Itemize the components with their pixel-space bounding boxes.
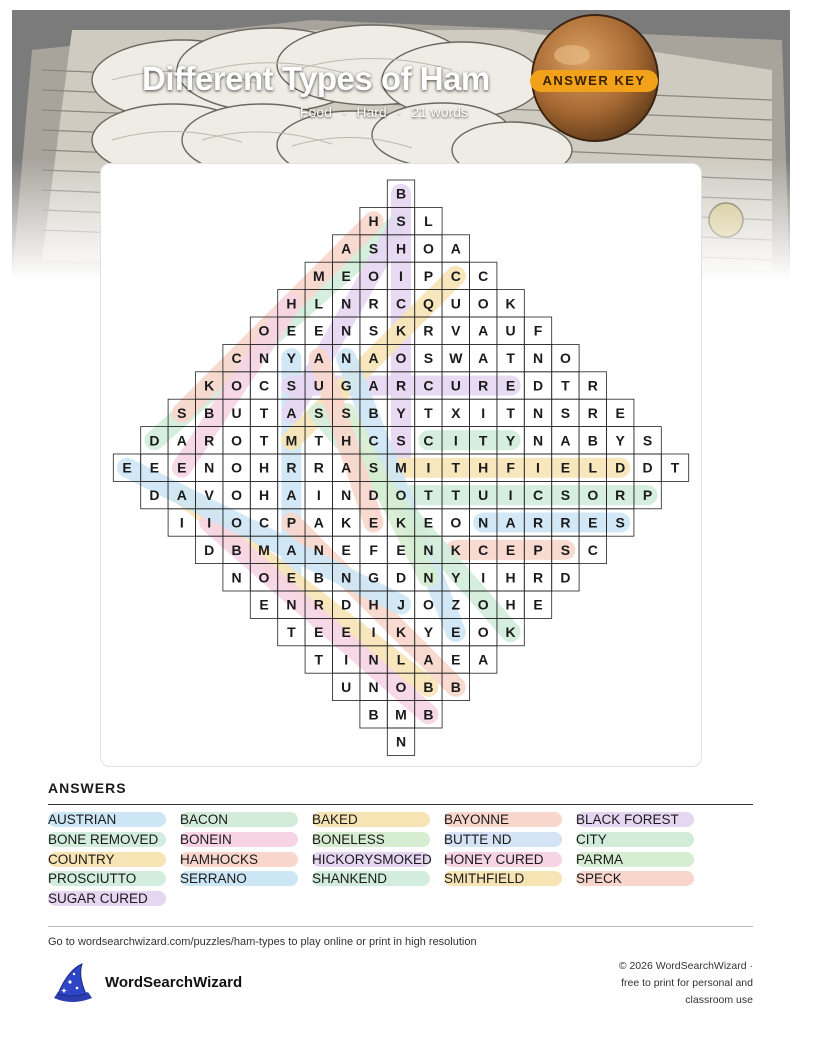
grid-letter: R — [368, 295, 379, 312]
grid-letter: S — [560, 541, 571, 558]
grid-letter: U — [478, 487, 489, 504]
grid-letter: D — [642, 459, 653, 476]
answer-word: CITY — [576, 832, 694, 847]
grid-letter: K — [204, 377, 215, 394]
grid-letter: S — [423, 350, 434, 367]
grid-letter: B — [395, 185, 407, 202]
grid-letter: N — [341, 487, 352, 504]
grid-letter: U — [231, 404, 242, 421]
grid-letter: U — [450, 295, 461, 312]
answer-list — [48, 812, 768, 912]
copyright-line: classroom use — [685, 994, 753, 1006]
answer-word: BAYONNE — [444, 812, 562, 827]
grid-letter: O — [559, 350, 571, 367]
meta-separator: · — [396, 104, 402, 120]
grid-letter: R — [423, 322, 434, 339]
grid-letter: R — [395, 377, 407, 394]
grid-letter: S — [368, 459, 379, 476]
grid-letter: E — [451, 624, 461, 641]
grid-letter: O — [258, 569, 270, 586]
grid-letter: H — [395, 240, 407, 257]
grid-letter: H — [478, 459, 489, 476]
grid-letter: R — [286, 459, 297, 476]
grid-letter: L — [396, 651, 406, 668]
grid-letter: S — [560, 404, 571, 421]
grid-letter: C — [395, 295, 407, 312]
grid-letter: C — [231, 350, 242, 367]
grid-letter: F — [533, 322, 543, 339]
grid-letter: N — [286, 596, 297, 613]
grid-letter: N — [313, 541, 324, 558]
grid-letter: S — [286, 377, 297, 394]
copyright-line: free to print for personal and — [621, 977, 753, 989]
grid-letter: C — [423, 432, 434, 449]
grid-letter: N — [368, 678, 379, 695]
grid-letter: T — [478, 432, 488, 449]
grid-letter: Y — [615, 432, 625, 449]
grid-letter: H — [368, 213, 379, 230]
grid-letter: I — [179, 514, 184, 531]
grid-letter: B — [204, 404, 215, 421]
grid-letter: I — [371, 624, 376, 641]
grid-letter: E — [286, 322, 297, 339]
meta-separator: · — [341, 104, 347, 120]
grid-letter: E — [560, 459, 571, 476]
grid-letter: N — [423, 569, 434, 586]
grid-letter: D — [395, 569, 407, 586]
answer-word: BONEIN — [180, 832, 298, 847]
grid-letter: K — [450, 541, 461, 558]
answer-word: SPECK — [576, 871, 694, 886]
grid-letter: E — [314, 624, 324, 641]
grid-letter: P — [533, 541, 543, 558]
grid-letter: S — [615, 514, 625, 531]
grid-letter: O — [587, 487, 599, 504]
copyright — [580, 958, 753, 1009]
grid-letter: T — [506, 404, 515, 421]
grid-letter: T — [424, 487, 433, 504]
grid-letter: R — [313, 459, 324, 476]
grid-letter: E — [505, 541, 516, 558]
grid-letter: H — [258, 459, 270, 476]
grid-letter: I — [536, 459, 540, 476]
grid-letter: T — [561, 377, 570, 394]
grid-letter: O — [395, 350, 407, 367]
grid-letter: N — [341, 322, 352, 339]
grid-letter: E — [341, 267, 351, 284]
grid-letter: E — [341, 624, 351, 641]
grid-letter: T — [506, 350, 515, 367]
grid-letter: S — [368, 322, 379, 339]
grid-letter: T — [259, 404, 269, 421]
grid-letter: E — [368, 514, 379, 531]
grid-letter: O — [231, 514, 243, 531]
grid-letter: B — [231, 541, 242, 558]
grid-letter: O — [477, 624, 489, 641]
grid-letter: H — [258, 487, 270, 504]
grid-letter: D — [560, 569, 571, 586]
grid-letter: A — [560, 432, 571, 449]
grid-letter: R — [204, 432, 215, 449]
grid-letter: T — [287, 624, 296, 641]
answer-word: SHANKEND — [312, 871, 430, 886]
grid-letter: O — [231, 487, 243, 504]
grid-letter: E — [341, 541, 351, 558]
answer-word: AUSTRIAN — [48, 812, 166, 827]
grid-letter: N — [341, 350, 352, 367]
grid-letter: M — [395, 706, 407, 723]
grid-letter: C — [258, 514, 270, 531]
grid-letter: T — [314, 432, 324, 449]
page-title: Different Types of Ham — [142, 60, 490, 97]
grid-letter: A — [505, 514, 516, 531]
grid-letter: E — [286, 569, 297, 586]
grid-letter: N — [532, 350, 544, 367]
wizard-hat-icon — [48, 962, 96, 1006]
grid-letter: O — [450, 514, 462, 531]
grid-letter: N — [231, 569, 242, 586]
grid-letter: A — [176, 487, 187, 504]
answer-word: BONE REMOVED — [48, 832, 166, 847]
grid-letter: E — [396, 541, 406, 558]
grid-letter: O — [477, 295, 489, 312]
grid-letter: E — [177, 459, 187, 476]
answers-heading: ANSWERS — [48, 780, 127, 796]
grid-letter: I — [453, 432, 458, 449]
grid-letter: D — [204, 541, 215, 558]
answer-word: HAMHOCKS — [180, 852, 298, 867]
answer-key-badge: ANSWER KEY — [530, 70, 658, 92]
grid-letter: E — [259, 596, 269, 613]
grid-letter: E — [533, 596, 543, 613]
grid-letter: K — [505, 295, 516, 312]
answer-word: PARMA — [576, 852, 694, 867]
grid-letter: I — [207, 514, 212, 531]
grid-letter: A — [368, 350, 379, 367]
answer-word: COUNTRY — [48, 852, 166, 867]
grid-letter: D — [532, 377, 544, 394]
answer-word: BONELESS — [312, 832, 430, 847]
grid-letter: R — [532, 514, 544, 531]
grid-letter: R — [587, 377, 598, 394]
answer-word: HICKORYSMOKED — [312, 851, 432, 867]
grid-letter: T — [451, 459, 461, 476]
grid-letter: L — [588, 459, 598, 476]
grid-letter: E — [588, 514, 598, 531]
grid-letter: R — [587, 404, 598, 421]
grid-letter: E — [122, 459, 132, 476]
grid-letter: L — [314, 295, 324, 312]
grid-letter: N — [478, 514, 489, 531]
grid-letter: I — [344, 651, 349, 668]
grid-letter: B — [450, 678, 461, 695]
grid-letter: S — [341, 404, 351, 421]
grid-letter: I — [481, 569, 486, 586]
grid-letter: S — [396, 213, 406, 230]
grid-letter: S — [314, 404, 324, 421]
grid-letter: U — [341, 678, 352, 695]
grid-letter: M — [285, 432, 298, 449]
grid-letter: A — [368, 377, 379, 394]
grid-letter: N — [532, 404, 544, 421]
grid-letter: U — [505, 322, 516, 339]
grid-letter: O — [422, 596, 434, 613]
grid-letter: C — [478, 541, 489, 558]
grid-letter: B — [368, 706, 379, 723]
grid-letter: D — [368, 487, 379, 504]
grid-letter: R — [615, 487, 626, 504]
grid-letter: I — [481, 404, 486, 421]
grid-letter: A — [313, 514, 324, 531]
grid-letter: K — [505, 624, 516, 641]
grid-letter: K — [395, 624, 407, 641]
grid-letter: S — [642, 432, 653, 449]
grid-letter: U — [450, 377, 461, 394]
grid-letter: S — [560, 487, 571, 504]
grid-letter: C — [368, 432, 379, 449]
grid-letter: P — [286, 514, 297, 531]
grid-letter: T — [670, 459, 680, 476]
grid-letter: V — [204, 487, 214, 504]
grid-letter: C — [587, 541, 598, 558]
grid-letter: N — [368, 651, 379, 668]
grid-letter: O — [231, 432, 243, 449]
grid-letter: M — [312, 267, 325, 284]
grid-letter: X — [451, 404, 461, 421]
grid-letter: O — [231, 459, 243, 476]
meta-category: Food — [300, 104, 332, 120]
grid-letter: I — [508, 487, 513, 504]
grid-letter: T — [314, 651, 324, 668]
grid-letter: E — [423, 514, 434, 531]
grid-letter: T — [259, 432, 269, 449]
grid-letter: O — [422, 240, 434, 257]
grid-letter: Y — [286, 350, 297, 367]
grid-letter: O — [258, 322, 270, 339]
grid-letter: K — [395, 514, 407, 531]
footer-link[interactable]: Go to wordsearchwizard.com/puzzles/ham-types to play online or print in high resolution — [48, 936, 477, 948]
grid-letter: L — [424, 213, 433, 230]
grid-letter: E — [505, 377, 516, 394]
grid-letter: M — [395, 459, 407, 476]
grid-letter: N — [204, 459, 215, 476]
grid-letter: J — [397, 596, 405, 613]
grid-letter: E — [314, 322, 324, 339]
answer-word: SMITHFIELD — [444, 871, 562, 886]
grid-letter: F — [506, 459, 515, 476]
grid-letter: C — [478, 267, 489, 284]
answer-word: BAKED — [312, 812, 430, 827]
grid-letter: N — [341, 295, 352, 312]
grid-letter: P — [642, 487, 653, 504]
grid-letter: C — [450, 267, 461, 284]
grid-letter: N — [395, 733, 407, 750]
meta-word-count: 21 words — [411, 104, 468, 120]
puzzle-card — [100, 163, 702, 767]
grid-letter: I — [316, 487, 321, 504]
grid-letter: A — [341, 459, 352, 476]
grid-letter: P — [423, 267, 434, 284]
grid-letter: A — [286, 404, 297, 421]
grid-letter: Y — [396, 404, 406, 421]
grid-letter: B — [313, 569, 324, 586]
grid-letter: A — [286, 541, 297, 558]
grid-letter: A — [423, 651, 434, 668]
answer-word: HONEY CURED — [444, 852, 562, 867]
grid-letter: N — [258, 350, 270, 367]
grid-letter: A — [478, 322, 489, 339]
grid-letter: D — [149, 432, 160, 449]
grid-letter: B — [368, 404, 379, 421]
grid-letter: T — [451, 487, 461, 504]
grid-letter: E — [149, 459, 160, 476]
grid-letter: O — [368, 267, 380, 284]
answer-word: PROSCIUTTO — [48, 871, 166, 886]
grid-letter: A — [478, 651, 489, 668]
grid-letter: I — [399, 267, 403, 284]
grid-letter: C — [423, 377, 434, 394]
grid-letter: R — [532, 569, 544, 586]
grid-letter: H — [505, 569, 516, 586]
grid-letter: D — [341, 596, 352, 613]
grid-letter: H — [341, 432, 352, 449]
answers-divider — [48, 804, 753, 805]
grid-letter: A — [286, 487, 297, 504]
answer-word: SUGAR CURED — [48, 891, 166, 906]
grid-letter: H — [286, 295, 297, 312]
grid-letter: A — [176, 432, 187, 449]
grid-letter: R — [478, 377, 489, 394]
grid-letter: V — [451, 322, 461, 339]
grid-letter: A — [450, 240, 461, 257]
grid-letter: F — [369, 541, 378, 558]
grid-letter: B — [423, 706, 434, 723]
grid-letter: O — [231, 377, 243, 394]
answer-word: SERRANO — [180, 871, 298, 886]
grid-letter: H — [368, 596, 379, 613]
grid-letter: A — [313, 350, 324, 367]
grid-letter: A — [341, 240, 352, 257]
grid-letter: E — [615, 404, 625, 421]
footer-divider — [48, 926, 753, 927]
grid-letter: E — [451, 651, 461, 668]
grid-letter: D — [149, 487, 160, 504]
grid-letter: N — [532, 432, 544, 449]
grid-letter: Q — [422, 295, 434, 312]
grid-letter: D — [615, 459, 626, 476]
grid-letter: K — [395, 322, 407, 339]
grid-letter: K — [341, 514, 352, 531]
grid-letter: G — [368, 569, 380, 586]
grid-letter: U — [313, 377, 324, 394]
puzzle-meta — [300, 104, 474, 122]
meta-difficulty: Hard — [356, 104, 387, 120]
grid-letter: R — [313, 596, 324, 613]
answer-word: BACON — [180, 812, 298, 827]
grid-letter: I — [426, 459, 431, 476]
copyright-line: © 2026 WordSearchWizard · — [618, 960, 753, 972]
grid-letter: Y — [451, 569, 461, 586]
grid-letter: R — [560, 514, 571, 531]
grid-letter: H — [505, 596, 516, 613]
grid-letter: S — [396, 432, 406, 449]
grid-letter: Z — [451, 596, 461, 613]
grid-letter: Y — [423, 624, 434, 641]
grid-letter: O — [395, 487, 407, 504]
grid-letter: T — [424, 404, 433, 421]
grid-letter: C — [532, 487, 544, 504]
grid-letter: S — [177, 404, 187, 421]
word-search-grid — [101, 164, 701, 766]
answer-word: BLACK FOREST — [576, 812, 694, 827]
grid-letter: W — [449, 350, 463, 367]
grid-letter: A — [478, 350, 489, 367]
answer-word: BUTTE ND — [444, 832, 562, 847]
grid-letter: Y — [505, 432, 516, 449]
brand-name: WordSearchWizard — [105, 974, 243, 991]
grid-letter: S — [368, 240, 379, 257]
grid-letter: G — [340, 377, 352, 394]
grid-letter: C — [258, 377, 270, 394]
grid-letter: N — [423, 541, 434, 558]
grid-letter: B — [587, 432, 598, 449]
grid-letter: B — [423, 678, 434, 695]
grid-letter: O — [477, 596, 489, 613]
grid-letter: O — [395, 678, 407, 695]
grid-letter: M — [258, 541, 270, 558]
grid-letter: N — [341, 569, 352, 586]
